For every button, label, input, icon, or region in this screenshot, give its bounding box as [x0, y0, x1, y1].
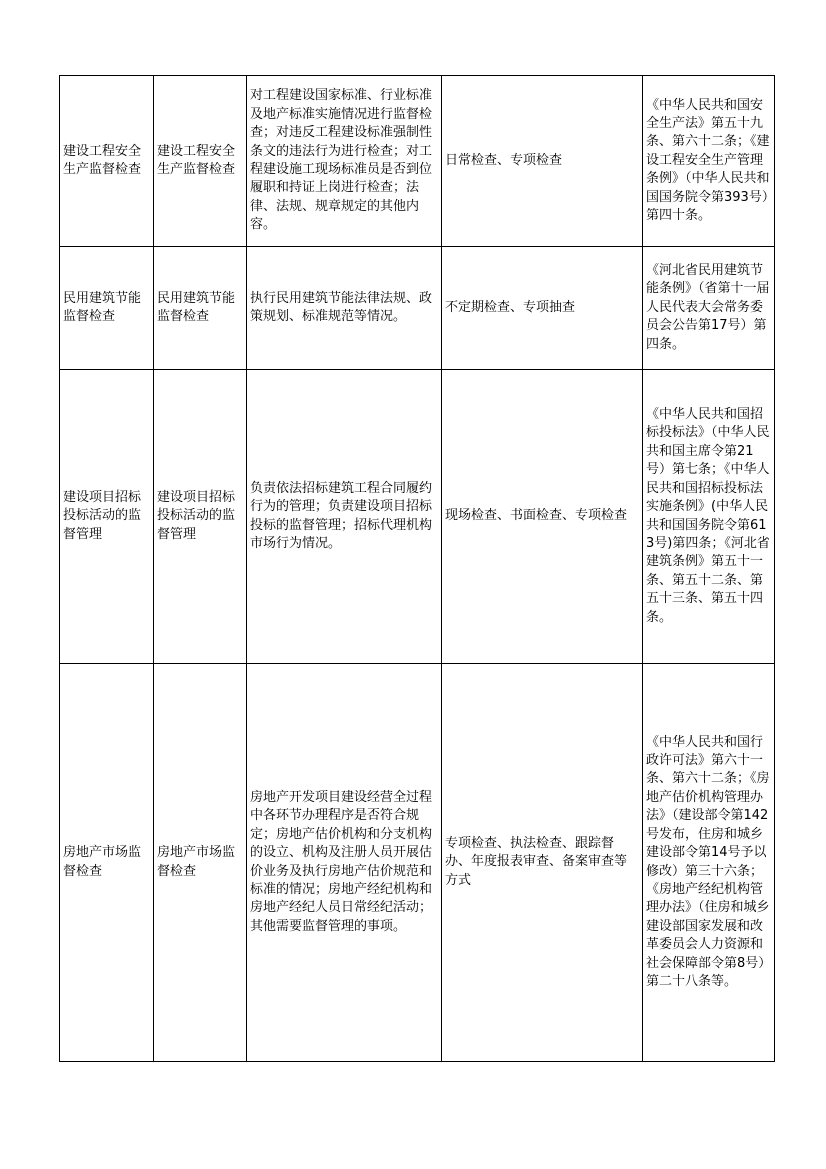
method-cell: 专项检查、执法检查、跟踪督办、年度报表审查、备案审查等方式 [442, 664, 643, 1062]
basis-cell: 《河北省民用建筑节能条例》（省第十一届人民代表大会常务委员会公告第17号）第四条。 [643, 247, 775, 370]
method-cell: 日常检查、专项检查 [442, 76, 643, 247]
category-cell: 房地产市场监督检查 [60, 664, 154, 1062]
table-row [60, 76, 775, 247]
content-cell: 房地产开发项目建设经营全过程中各环节办理程序是否符合规定；房地产估价机构和分支机构的设立、机构及注册人员开展估价业务及执行房地产估价规范和标准的情况；房地产经纪机构和房地产经纪人员日常经纪活动；其他需要监督管理的事项。 [247, 664, 442, 1062]
category-cell: 建设工程安全生产监督检查 [60, 76, 154, 247]
item-cell: 民用建筑节能监督检查 [154, 247, 247, 370]
category-cell: 建设项目招标投标活动的监督管理 [60, 370, 154, 664]
table-row [60, 370, 775, 664]
supervision-items-table [59, 75, 775, 1062]
content-cell: 执行民用建筑节能法律法规、政策规划、标准规范等情况。 [247, 247, 442, 370]
content-cell: 负责依法招标建筑工程合同履约行为的管理；负责建设项目招标投标的监督管理；招标代理机构市场行为情况。 [247, 370, 442, 664]
item-cell: 建设工程安全生产监督检查 [154, 76, 247, 247]
item-cell: 建设项目招标投标活动的监督管理 [154, 370, 247, 664]
category-cell: 民用建筑节能监督检查 [60, 247, 154, 370]
content-cell: 对工程建设国家标准、行业标准及地产标准实施情况进行监督检查；对违反工程建设标准强制性条文的违法行为进行检查；对工程建设施工现场标准员是否到位履职和持证上岗进行检查；法律、法规、规章规定的其他内容。 [247, 76, 442, 247]
table-row [60, 247, 775, 370]
basis-cell: 《中华人民共和国安全生产法》第五十九条、第六十二条；《建设工程安全生产管理条例》（中华人民共和国国务院令第393号）第四十条。 [643, 76, 775, 247]
method-cell: 不定期检查、专项抽查 [442, 247, 643, 370]
table-row [60, 664, 775, 1062]
item-cell: 房地产市场监督检查 [154, 664, 247, 1062]
method-cell: 现场检查、书面检查、专项检查 [442, 370, 643, 664]
basis-cell: 《中华人民共和国招标投标法》（中华人民共和国主席令第21号）第七条；《中华人民共和国招标投标法实施条例》(中华人民共和国国务院令第613号)第四条；《河北省建筑条例》第五十一条、第五十二条、第五十三条、第五十四条。 [643, 370, 775, 664]
basis-cell: 《中华人民共和国行政许可法》第六十一条、第六十二条；《房地产估价机构管理办法》（建设部令第142号发布，住房和城乡建设部令第14号予以修改）第三十六条；《房地产经纪机构管理办法》（住房和城乡建设部国家发展和改革委员会人力资源和社会保障部令第8号）第二十八条等。 [643, 664, 775, 1062]
